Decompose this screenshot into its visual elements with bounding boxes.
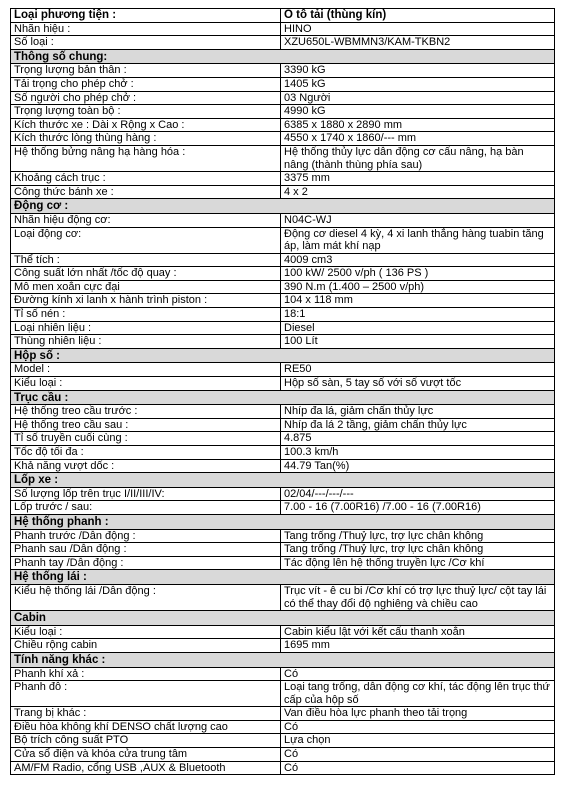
section-title: Hộp số : <box>11 348 555 363</box>
spec-row <box>11 748 555 762</box>
spec-value: 03 Người <box>281 91 555 105</box>
spec-row <box>11 213 555 227</box>
spec-row <box>11 418 555 432</box>
spec-row <box>11 720 555 734</box>
spec-row <box>11 446 555 460</box>
vehicle-type-row <box>11 9 555 23</box>
spec-label: Số lượng lốp trên trục I/II/III/IV: <box>11 487 281 501</box>
spec-label: Kích thước xe : Dài x Rộng x Cao : <box>11 118 281 132</box>
spec-label: Mô men xoắn cực đại <box>11 280 281 294</box>
spec-value: HINO <box>281 22 555 36</box>
spec-sheet <box>10 8 555 775</box>
spec-row <box>11 639 555 653</box>
spec-value: Có <box>281 720 555 734</box>
spec-label: Công thức bánh xe : <box>11 185 281 199</box>
spec-row <box>11 172 555 186</box>
spec-value: Cabin kiểu lật với kết cấu thanh xoắn <box>281 625 555 639</box>
spec-label: Điều hòa không khí DENSO chất lượng cao <box>11 720 281 734</box>
spec-value: Van điều hòa lực phanh theo tải trọng <box>281 707 555 721</box>
spec-row <box>11 77 555 91</box>
spec-row <box>11 91 555 105</box>
spec-row <box>11 584 555 610</box>
spec-label: Hệ thống treo cầu sau : <box>11 418 281 432</box>
spec-label: Phanh sau /Dẫn động : <box>11 543 281 557</box>
spec-row <box>11 556 555 570</box>
spec-label: Phanh đỗ : <box>11 681 281 707</box>
spec-value: Tang trống /Thuỷ lực, trợ lực chân không <box>281 529 555 543</box>
spec-value: 4550 x 1740 x 1860/--- mm <box>281 132 555 146</box>
spec-row <box>11 377 555 391</box>
spec-value: RE50 <box>281 363 555 377</box>
spec-value: Động cơ diesel 4 kỳ, 4 xi lanh thẳng hàng tuabin tăng áp, làm mát khí nạp <box>281 227 555 253</box>
spec-row <box>11 132 555 146</box>
spec-label: Trọng lượng bản thân : <box>11 64 281 78</box>
spec-row <box>11 501 555 515</box>
spec-value: Diesel <box>281 321 555 335</box>
spec-value: 02/04/---/---/--- <box>281 487 555 501</box>
section-header-row <box>11 611 555 626</box>
spec-row <box>11 734 555 748</box>
spec-label: Lốp trước / sau: <box>11 501 281 515</box>
spec-row <box>11 487 555 501</box>
spec-label: Hệ thống treo cầu trước : <box>11 405 281 419</box>
spec-row <box>11 432 555 446</box>
spec-label: Kích thước lòng thùng hàng : <box>11 132 281 146</box>
spec-value: XZU650L-WBMMN3/KAM-TKBN2 <box>281 36 555 50</box>
spec-value: 4990 kG <box>281 105 555 119</box>
section-header-row <box>11 390 555 405</box>
spec-value: Có <box>281 667 555 681</box>
spec-row <box>11 118 555 132</box>
spec-row <box>11 543 555 557</box>
spec-label: Kiểu loại : <box>11 377 281 391</box>
spec-label: Kiểu hệ thống lái /Dẫn động : <box>11 584 281 610</box>
spec-label: Chiều rộng cabin <box>11 639 281 653</box>
spec-row <box>11 36 555 50</box>
section-title: Lốp xe : <box>11 473 555 488</box>
spec-label: Hệ thống bửng nâng hạ hàng hóa : <box>11 145 281 171</box>
spec-row <box>11 667 555 681</box>
spec-value: 1695 mm <box>281 639 555 653</box>
spec-label: Số loại : <box>11 36 281 50</box>
spec-label: Công suất lớn nhất /tốc độ quay : <box>11 267 281 281</box>
spec-row <box>11 363 555 377</box>
spec-value: N04C-WJ <box>281 213 555 227</box>
spec-row <box>11 459 555 473</box>
spec-value: 6385 x 1880 x 2890 mm <box>281 118 555 132</box>
spec-label: Phanh tay /Dẫn động : <box>11 556 281 570</box>
spec-label: Phanh khí xả : <box>11 667 281 681</box>
spec-value: 4009 cm3 <box>281 253 555 267</box>
spec-value: 100 Lít <box>281 335 555 349</box>
spec-row <box>11 335 555 349</box>
spec-row <box>11 761 555 775</box>
spec-label: Kiểu loại : <box>11 625 281 639</box>
spec-label: Tải trọng cho phép chở : <box>11 77 281 91</box>
section-title: Hệ thống lái : <box>11 570 555 585</box>
spec-value: 3375 mm <box>281 172 555 186</box>
spec-label: AM/FM Radio, cổng USB ,AUX & Bluetooth <box>11 761 281 775</box>
spec-label: Tỉ số nén : <box>11 308 281 322</box>
section-header-row <box>11 514 555 529</box>
spec-value: 100.3 km/h <box>281 446 555 460</box>
spec-label: Thùng nhiên liệu : <box>11 335 281 349</box>
spec-label: Trang bị khác : <box>11 707 281 721</box>
spec-value: 4 x 2 <box>281 185 555 199</box>
spec-row <box>11 185 555 199</box>
section-title: Thông số chung: <box>11 49 555 64</box>
spec-row <box>11 253 555 267</box>
spec-row <box>11 227 555 253</box>
section-header-row <box>11 199 555 214</box>
spec-value: Loại tang trống, dẫn động cơ khí, tác động lên trục thứ cấp của hộp số <box>281 681 555 707</box>
spec-label: Khả năng vượt dốc : <box>11 459 281 473</box>
spec-label: Cửa sổ điện và khóa cửa trung tâm <box>11 748 281 762</box>
spec-label: Nhãn hiệu động cơ: <box>11 213 281 227</box>
vehicle-type-value: Ô tô tải (thùng kín) <box>281 9 555 23</box>
spec-row <box>11 267 555 281</box>
spec-value: Tang trống /Thuỷ lực, trợ lực chân không <box>281 543 555 557</box>
spec-value: Có <box>281 748 555 762</box>
spec-value: Hệ thống thủy lực dẫn động cơ cấu nâng, hạ bàn nâng (thành thùng phía sau) <box>281 145 555 171</box>
spec-row <box>11 280 555 294</box>
spec-label: Trọng lượng toàn bộ : <box>11 105 281 119</box>
spec-label: Loại động cơ: <box>11 227 281 253</box>
spec-label: Tỉ số truyền cuối cùng : <box>11 432 281 446</box>
spec-value: Hộp số sàn, 5 tay số với số vượt tốc <box>281 377 555 391</box>
spec-row <box>11 22 555 36</box>
spec-value: Trục vít - ê cu bi /Cơ khí có trợ lực thuỷ lực/ cột tay lái có thể thay đổi độ nghiêng và chiều cao <box>281 584 555 610</box>
section-title: Cabin <box>11 611 555 626</box>
section-title: Trục cầu : <box>11 390 555 405</box>
spec-row <box>11 105 555 119</box>
spec-value: Nhíp đa lá 2 tầng, giảm chấn thủy lực <box>281 418 555 432</box>
spec-row <box>11 681 555 707</box>
spec-label: Số người cho phép chở : <box>11 91 281 105</box>
spec-value: 7.00 - 16 (7.00R16) /7.00 - 16 (7.00R16) <box>281 501 555 515</box>
spec-label: Khoảng cách trục : <box>11 172 281 186</box>
spec-value: Nhíp đa lá, giảm chấn thủy lực <box>281 405 555 419</box>
spec-value: 100 kW/ 2500 v/ph ( 136 PS ) <box>281 267 555 281</box>
section-header-row <box>11 570 555 585</box>
section-title: Động cơ : <box>11 199 555 214</box>
spec-row <box>11 64 555 78</box>
spec-value: 104 x 118 mm <box>281 294 555 308</box>
spec-row <box>11 308 555 322</box>
spec-value: 44.79 Tan(%) <box>281 459 555 473</box>
spec-value: Tác động lên hệ thống truyền lực /Cơ khí <box>281 556 555 570</box>
spec-label: Đường kính xi lanh x hành trình piston : <box>11 294 281 308</box>
spec-row <box>11 145 555 171</box>
section-title: Tính năng khác : <box>11 652 555 667</box>
spec-value: Lựa chọn <box>281 734 555 748</box>
spec-row <box>11 294 555 308</box>
spec-label: Loại nhiên liệu : <box>11 321 281 335</box>
section-header-row <box>11 473 555 488</box>
spec-label: Nhãn hiệu : <box>11 22 281 36</box>
spec-row <box>11 707 555 721</box>
spec-label: Model : <box>11 363 281 377</box>
section-title: Hệ thống phanh : <box>11 514 555 529</box>
spec-row <box>11 529 555 543</box>
spec-value: 18:1 <box>281 308 555 322</box>
spec-value: 390 N.m (1.400 – 2500 v/ph) <box>281 280 555 294</box>
spec-label: Phanh trước /Dẫn động : <box>11 529 281 543</box>
spec-label: Tốc độ tối đa : <box>11 446 281 460</box>
spec-row <box>11 321 555 335</box>
spec-value: 3390 kG <box>281 64 555 78</box>
spec-value: 4.875 <box>281 432 555 446</box>
spec-label: Bộ trích công suất PTO <box>11 734 281 748</box>
spec-value: Có <box>281 761 555 775</box>
spec-row <box>11 625 555 639</box>
spec-table <box>10 8 555 775</box>
section-header-row <box>11 49 555 64</box>
spec-label: Thể tích : <box>11 253 281 267</box>
spec-value: 1405 kG <box>281 77 555 91</box>
spec-table-body <box>11 9 555 775</box>
section-header-row <box>11 652 555 667</box>
vehicle-type-label: Loại phương tiện : <box>11 9 281 23</box>
section-header-row <box>11 348 555 363</box>
spec-row <box>11 405 555 419</box>
